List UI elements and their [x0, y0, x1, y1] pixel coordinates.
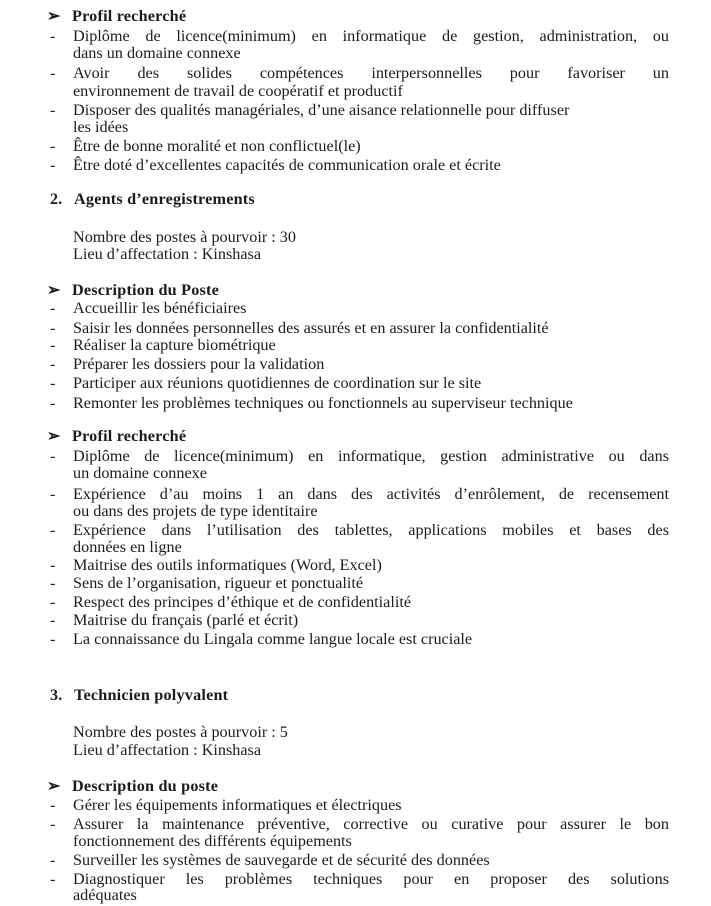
dash-marker: - — [50, 156, 56, 174]
list-item: Expérience d’au moins 1 an dans des activités d’enrôlement, de recensement — [73, 485, 669, 503]
list-item: Être de bonne moralité et non conflictuel(le) — [73, 137, 361, 155]
list-item: Expérience dans l’utilisation des tablettes, applications mobiles et bases des — [73, 521, 669, 539]
dash-marker: - — [50, 630, 56, 648]
list-item: Maitrise des outils informatiques (Word, Excel) — [73, 556, 382, 574]
list-item: Avoir des solides compétences interpersonnelles pour favoriser un — [73, 64, 669, 82]
profil-heading: Profil recherché — [72, 7, 187, 25]
list-item: Assurer la maintenance préventive, corrective ou curative pour assurer le bon — [73, 815, 669, 833]
list-item: Accueillir les bénéficiaires — [73, 299, 247, 317]
list-item-continuation: ou dans des projets de type identitaire — [73, 502, 318, 520]
list-item-continuation: environnement de travail de coopératif et productif — [73, 82, 403, 100]
list-item: Disposer des qualités managériales, d’une aisance relationnelle pour diffuser — [73, 101, 570, 119]
list-item: Réaliser la capture biométrique — [73, 336, 276, 354]
list-item: Saisir les données personnelles des assurés et en assurer la confidentialité — [73, 319, 549, 337]
list-item: Respect des principes d’éthique et de confidentialité — [73, 593, 412, 611]
dash-marker: - — [50, 319, 56, 337]
dash-marker: - — [50, 611, 56, 629]
dash-marker: - — [50, 336, 56, 354]
list-item: Diagnostiquer les problèmes techniques pour en proposer des solutions — [73, 870, 669, 888]
dash-marker: - — [50, 851, 56, 869]
dash-marker: - — [50, 521, 56, 539]
dash-marker: - — [50, 355, 56, 373]
bullet-arrow-icon: ➢ — [47, 778, 61, 795]
bullet-arrow-icon: ➢ — [47, 8, 61, 25]
list-item: Maitrise du français (parlé et écrit) — [73, 611, 299, 629]
description-heading: Description du Poste — [72, 281, 219, 299]
lieu-affectation: Lieu d’affectation : Kinshasa — [73, 245, 262, 263]
list-item-continuation: dans un domaine connexe — [73, 44, 241, 62]
section-title: Agents d’enregistrements — [74, 190, 255, 208]
list-item: Surveiller les systèmes de sauvegarde et de sécurité des données — [73, 851, 490, 869]
dash-marker: - — [50, 137, 56, 155]
dash-marker: - — [50, 556, 56, 574]
list-item: Diplôme de licence(minimum) en informatique, gestion administrative ou dans — [73, 447, 669, 465]
bullet-arrow-icon: ➢ — [47, 282, 61, 299]
dash-marker: - — [50, 574, 56, 592]
postes-count: Nombre des postes à pourvoir : 30 — [73, 228, 296, 246]
list-item: Participer aux réunions quotidiennes de coordination sur le site — [73, 374, 482, 392]
dash-marker: - — [50, 870, 56, 888]
dash-marker: - — [50, 27, 56, 45]
list-item: Sens de l’organisation, rigueur et ponctualité — [73, 574, 364, 592]
section-number: 2. — [50, 190, 63, 208]
list-item: Remonter les problèmes techniques ou fonctionnels au superviseur technique — [73, 394, 573, 412]
list-item: Diplôme de licence(minimum) en informatique de gestion, administration, ou — [73, 27, 669, 45]
list-item-continuation: un domaine connexe — [73, 464, 207, 482]
list-item: Préparer les dossiers pour la validation — [73, 355, 325, 373]
list-item-continuation: données en ligne — [73, 538, 182, 556]
list-item: Gérer les équipements informatiques et électriques — [73, 796, 402, 814]
dash-marker: - — [50, 299, 56, 317]
dash-marker: - — [50, 374, 56, 392]
postes-count: Nombre des postes à pourvoir : 5 — [73, 723, 288, 741]
list-item-continuation: adéquates — [73, 886, 137, 904]
bullet-arrow-icon: ➢ — [47, 428, 61, 445]
list-item: Être doté d’excellentes capacités de communication orale et écrite — [73, 156, 501, 174]
dash-marker: - — [50, 447, 56, 465]
dash-marker: - — [50, 394, 56, 412]
list-item: La connaissance du Lingala comme langue locale est cruciale — [73, 630, 473, 648]
dash-marker: - — [50, 593, 56, 611]
profil-heading: Profil recherché — [72, 427, 187, 445]
dash-marker: - — [50, 796, 56, 814]
section-title: Technicien polyvalent — [74, 686, 229, 704]
dash-marker: - — [50, 64, 56, 82]
dash-marker: - — [50, 815, 56, 833]
dash-marker: - — [50, 101, 56, 119]
description-heading: Description du poste — [72, 777, 219, 795]
section-number: 3. — [50, 686, 63, 704]
dash-marker: - — [50, 485, 56, 503]
list-item-continuation: les idées — [73, 118, 129, 136]
list-item-continuation: fonctionnement des différents équipements — [73, 832, 352, 850]
lieu-affectation: Lieu d’affectation : Kinshasa — [73, 741, 262, 759]
